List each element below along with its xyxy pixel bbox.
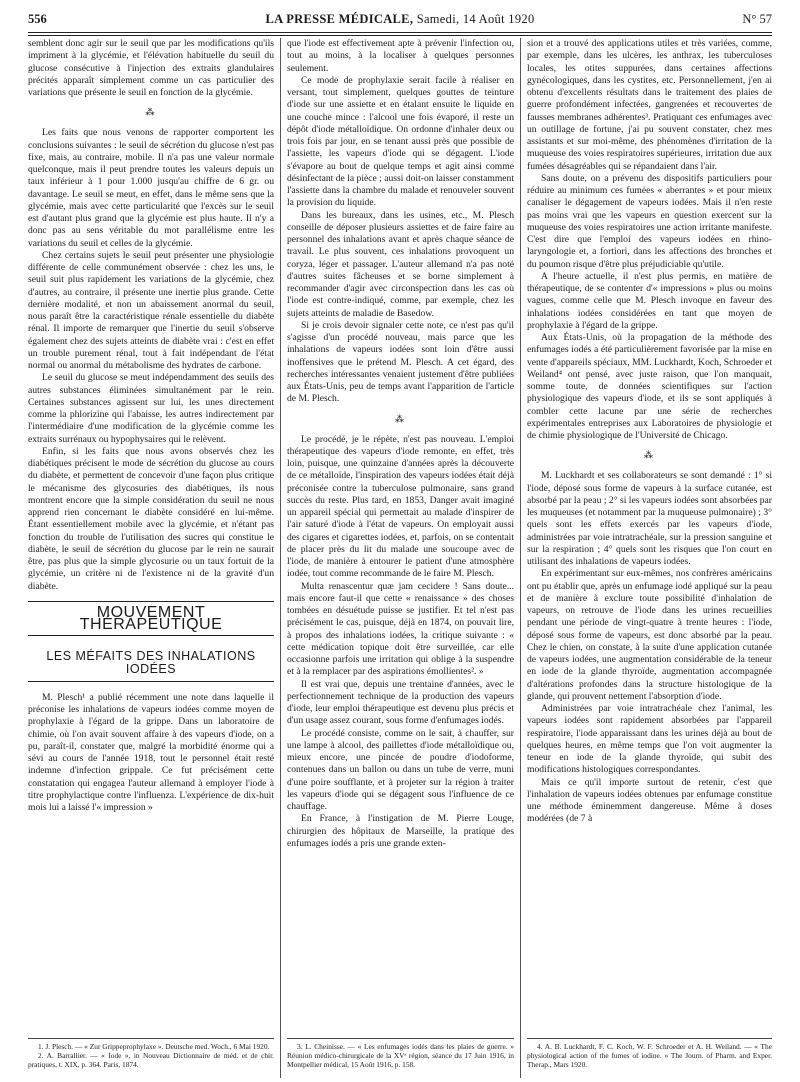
paragraph: Aux États-Unis, où la propagation de la méthode des enfumages iodés a été particulièrement favorisée par la mise en vente d'appareils spéciaux, MM. Luckhardt, Koch, Schroeder et Weiland⁴ ont pensé, avec juste raison, que l'on manquait, somme toute, de données scientifiques sur l'action physiologique des vapeurs d'iode, et ils se sont appliqués à combler cette lacune par une série de recherches expérimentales entreprises aux Laboratoires de physiologie et de chimie physiologique de l'Université de Chicago. (527, 332, 772, 441)
footnote-1: 1. J. Plesch. — « Zur Grippeprophylaxe ». Deutsche med. Woch., 6 Mai 1920. (38, 1042, 270, 1051)
paragraph: Administrées par voie intratrachéale chez l'animal, les vapeurs iodées sont rapidement absorbées par l'appareil respiratoire, l'iode apparaissant dans les urines déjà au bout de quelques heures, en même temps que l'on voit augmenter la teneur en iode de la glande thyroïde, qui subit des modifications histologiques correspondantes. (527, 703, 772, 776)
paragraph: M. Luckhardt et ses collaborateurs se sont demandé : 1° si l'iode, déposé sous forme de vapeurs à la surface cutanée, est absorbé par la peau ; 2° si les vapeurs iodées sont absorbées par les muqueuses (et notamment par la muqueuse pulmonaire) ; 3° quels sont les effets exercés par les vapeurs d'iode, administrées par voie intratrachéale, sur la pression sanguine et sur la respiration ; 4° quels sont les risques que l'on court en utilisant des inhalations de vapeurs iodées. (527, 470, 772, 567)
footnote-rule (28, 1038, 274, 1039)
footnotes-column-1 (28, 1042, 274, 1070)
paragraph: que l'iode est effectivement apte à prévenir l'infection ou, tout au moins, à la localiser à quelques personnes seulement. (287, 38, 514, 74)
issue-date: Samedi, 14 Août 1920 (416, 12, 535, 26)
paragraph: En expérimentant sur eux-mêmes, nos confrères américains ont pu établir que, après un enfumage iodé appliqué sur la peau et de manière à exclure toute possibilité d'inhalation de vapeurs, on retrouve de l'iode dans les urines recueillies pendant une période de vingt-quatre à trente heures : l'iode, déposé sous forme de vapeurs, est donc absorbé par la peau. Chez le chien, on constate, à la suite d'une application cutanée de vapeurs iodées, une augmentation considérable de la teneur en iode de la glande thyroïde, augmentation accompagnée d'altérations profondes dans la structure histologique de la glande, qui prouvent nettement l'absorption d'iode. (527, 568, 772, 702)
paragraph: semblent donc agir sur le seuil que par les modifications qu'ils impriment à la glycémie, et l'élévation habituelle du seuil du glucose consécutive à l'injection des extraits glandulaires précités apparaît simplement comme un cas particulier des variations que présente le seuil en fonction de la glycémie. (28, 38, 274, 98)
column-divider (520, 38, 521, 1078)
issue-number: N° 57 (742, 12, 772, 26)
section-separator: ⁂ (145, 107, 157, 118)
column-divider (280, 38, 281, 1078)
paragraph: En France, à l'instigation de M. Pierre Louge, chirurgien des hôpitaux de Marseille, la pratique des enfumages iodés a pris une grande exten- (287, 813, 514, 849)
section-separator: ⁂ (395, 413, 406, 424)
paragraph: M. Plesch¹ a publié récemment une note dans laquelle il préconise les inhalations de vapeurs iodées comme moyen de prophylaxie à l'égard de la grippe. Dans un laboratoire de chimie, où l'on avait souvent affaire à des vapeurs d'iode, on a pu, paraît-il, constater que, malgré la morbidité énorme qui a sévi au cours de l'année 1918, tout le personnel était resté indemne d'infection grippale. Ce fut précisément cette constatation qui engagea l'auteur allemand à employer l'iode à titre prophylactique contre l'influenza. L'expérience de dix-huit mois lui a laissé l'« impression » (28, 691, 274, 813)
footnote-3: 3. L. Cheinisse. — « Les enfumages iodés dans les plaies de guerre. » Réunion médico-chirurgicale de la XVᵉ région, séance du 17 Juin 1916, in Montpellier médical, 15 Août 1916, p. 158. (287, 1042, 514, 1070)
footnote-rule (287, 1038, 514, 1039)
header-rule-double (28, 35, 772, 36)
running-title (28, 12, 772, 27)
footnote-2: 2. A. Barrallier. — « Iode », in Nouveau Dictionnaire de méd. et de chir. pratiques, t. XIX, p. 364. Paris, 1874. (28, 1051, 274, 1070)
paragraph: Chez certains sujets le seuil peut présenter une physiologie différente de celle communément observée : chez les uns, le seuil suit plus rapidement les variations de la glycémie, chez d'autres, au contraire, il présente une inertie plus grande. Cette dernière modalité, et non un abaissement anormal du seuil, nous paraît être la caractéristique rénale essentielle du diabète rénal. Il importe de remarquer que l'inertie du seuil s'observe également chez des sujets atteints de diabète vrai : c'est en effet un trouble purement rénal, tout à fait indépendant de l'état normal ou anormal du métabolisme des hydrates de carbone. (28, 249, 274, 371)
paragraph: Ce mode de prophylaxie serait facile à réaliser en versant, tout simplement, quelques gouttes de teinture d'iode sur une assiette et en étalant ensuite le liquide en une couche mince : l'alcool une fois évaporé, il reste un dépôt d'iode métalloïdique. On ordonne d'inhaler deux ou trois fois par jour, en se tenant aussi près que possible de l'assiette, les vapeurs d'iode qui se dégagent. L'iode s'évapore au bout de quelque temps et agit ainsi comme désinfectant de la pièce ; aussi doit-on laisser constamment l'assiette dans la chambre du malade et renouveler souvent la provision du liquide. (287, 74, 514, 209)
paragraph: Mais ce qu'il importe surtout de retenir, c'est que l'inhalation de vapeurs iodées obtenues par enfumage constitue une méthode éminemment dangereuse. Même à doses modérées (de 7 à (527, 776, 772, 825)
footnote-4: 4. A. B. Luckhardt, F. C. Koch, W. F. Schroeder et A. H. Weiland. — « The physiological action of the fumes of iodine. » The Journ. of Pharm. and Exper. Therap., Mars 1920. (527, 1042, 772, 1070)
column-3 (527, 38, 772, 1033)
column-1 (28, 38, 274, 1033)
page-number: 556 (28, 12, 47, 26)
paragraph: sion et a trouvé des applications utiles et très variées, comme, par exemple, dans les ulcères, les anthrax, les tuberculoses locales, les otites suppurées, dans certaines affections gynécologiques, dans les cystites, etc. Personnellement, j'en ai obtenu d'excellents résultats dans le traitement des plaies de guerre profondément infectées, gangrenées et recouvertes de fausses membranes adhérentes³. Pratiquant ces enfumages avec un outillage de fortune, j'ai pu souvent constater, chez mes assistants et sur moi-même, des phénomènes d'irritation de la muqueuse des voies respiratoires supérieures, irritation due aux fumées désagréables qui se répandaient dans l'air. (527, 38, 772, 172)
paragraph: Le procédé, je le répète, n'est pas nouveau. L'emploi thérapeutique des vapeurs d'iode remonte, en effet, très loin, puisque, une quinzaine d'années après la découverte de ce métalloïde, l'inspiration des vapeurs iodées était déjà préconisée contre la tuberculose pulmonaire, sans grand succès du reste. Plus tard, en 1853, Danger avait imaginé un appareil spécial qui permettait au malade d'inspirer de l'air saturé d'iode à l'état de vapeurs. On employait aussi des cigares et cigarettes iodées, et, parfois, on se contentait de placer près du lit du malade une soucoupe avec de l'iode, de manière à entourer le patient d'une atmosphère iodée, tout comme recommande de le faire M. Plesch. (287, 433, 514, 580)
paragraph: A l'heure actuelle, il n'est plus permis, en matière de thérapeutique, de se contenter d'« impressions » plus ou moins vagues, comme celle que M. Plesch invoque en faveur des inhalations iodées considérées en tant que moyen de prophylaxie à l'égard de la grippe. (527, 270, 772, 331)
section-separator: ⁂ (644, 450, 655, 461)
page-header (28, 12, 772, 30)
paragraph: Si je crois devoir signaler cette note, ce n'est pas qu'il s'agisse d'un procédé nouveau, mais parce que les inhalations de vapeurs iodées sont loin d'être aussi inoffensives que le prétend M. Plesch. A cet égard, des recherches intéressantes venaient justement d'être publiées aux États-Unis, peu de temps avant l'apparition de l'article de M. Plesch. (287, 319, 514, 405)
column-2 (287, 38, 514, 1033)
section-title: MOUVEMENT THÉRAPEUTIQUE (28, 601, 274, 637)
footnotes-column-2 (287, 1042, 514, 1070)
paragraph: Enfin, si les faits que nous avons observés chez les diabétiques précisent le mode de sécrétion du glucose au cours du diabète, et permettent de concevoir d'une façon plus critique le mécanisme des glycosuries des diabétiques, ils nous montrent encore que la simple considération du seuil ne nous apprend rien concernant le diabète considéré en lui-même. Étant essentiellement mobile avec la glycémie, et n'étant pas fonction du trouble de l'utilisation des sucres qui constitue le diabète, le seuil de sécrétion du glucose par le rein ne saurait être, pas plus que la simple glycosurie ou un taux fortuit de la glycémie, un critère ni de l'existence ni de la gravité d'un diabète. (28, 445, 274, 592)
paragraph: Multa renascentur quæ jam cecidere ! Sans doute... mais encore faut-il que cette « renaissance » des choses tombées en désuétude puisse se justifier. Et tel n'est pas précisément le cas, puisque, déjà en 1874, on pouvait lire, à propos des inhalations iodées, la critique suivante : « cette médication topique doit être surveillée, car elle occasionne parfois une irritation qui oblige à la suspendre et à la remplacer par des aspirations émollientes². » (287, 580, 514, 678)
paragraph: Le seuil du glucose se meut indépendamment des seuils des autres substances éliminées simultanément par le rein. Certaines substances agissent sur lui, les unes directement comme la phlorizine qui l'abaisse, les autres indirectement par l'intermédiaire d'une modification de la glycémie comme les extraits surrénaux ou hypophysaires qui le relèvent. (28, 372, 274, 445)
footnote-rule (527, 1038, 772, 1039)
journal-name: LA PRESSE MÉDICALE, (265, 12, 414, 26)
article-title: LES MÉFAITS DES INHALATIONS IODÉES (28, 644, 274, 682)
footnotes-column-3 (527, 1042, 772, 1070)
paragraph: Il est vrai que, depuis une trentaine d'années, avec le perfectionnement technique de la production des vapeurs d'iode, leur emploi thérapeutique est devenu plus précis et d'un usage assez courant, sous forme d'enfumages iodés. (287, 678, 514, 727)
header-rule (28, 32, 772, 33)
paragraph: Sans doute, on a prévenu des dispositifs particuliers pour réduire au minimum ces fumées « aberrantes » et pour mieux canaliser le dégagement de vapeurs iodées. Mais il n'en reste pas moins vrai que les vapeurs en question exercent sur la muqueuse des voies respiratoires une action irritante manifeste. C'est dire que l'emploi des vapeurs iodées en rhino-laryngologie et, a fortiori, dans les affections des bronches et du poumon risque d'être plus préjudiciable qu'utile. (527, 172, 772, 270)
paragraph: Les faits que nous venons de rapporter comportent les conclusions suivantes : le seuil de sécrétion du glucose n'est pas fixe, mais, au contraire, mobile. Il n'a pas une valeur normale quelconque, mais il peut prendre toutes les valeurs depuis un taux inférieur à 1 pour 1.000 jusqu'au chiffre de 6 gr. ou davantage. Le seuil se meut, en effet, dans le même sens que la glycémie, mais avec cette particularité que l'excès sur le seuil est d'autant plus grand que la glycémie est plus haute. Il n'y a donc pas au sens véritable du mot parallélisme entre les variations du seuil et celles de la glycémie. (28, 127, 274, 249)
paragraph: Dans les bureaux, dans les usines, etc., M. Plesch conseille de déposer plusieurs assiettes et de faire faire au personnel des inhalations avant et après chaque séance de travail. Le plus souvent, ces inhalations provoquent un coryza, léger et passager. L'auteur allemand n'a pas noté d'autres suites fâcheuses et se borne simplement à recommander d'agir avec circonspection dans les cas où l'iode est contre-indiqué, comme, par exemple, chez les sujets atteints de maladie de Basedow. (287, 209, 514, 319)
paragraph: Le procédé consiste, comme on le sait, à chauffer, sur une lampe à alcool, des paillettes d'iode métalloïdique ou, mieux encore, une pincée de poudre d'iodoforme, contenues dans un ballon ou dans un tube de verre, muni d'une poire soufflante, et à projeter sur la région à traiter les vapeurs d'iode qui se dégagent sous l'influence de ce chauffage. (287, 727, 514, 812)
